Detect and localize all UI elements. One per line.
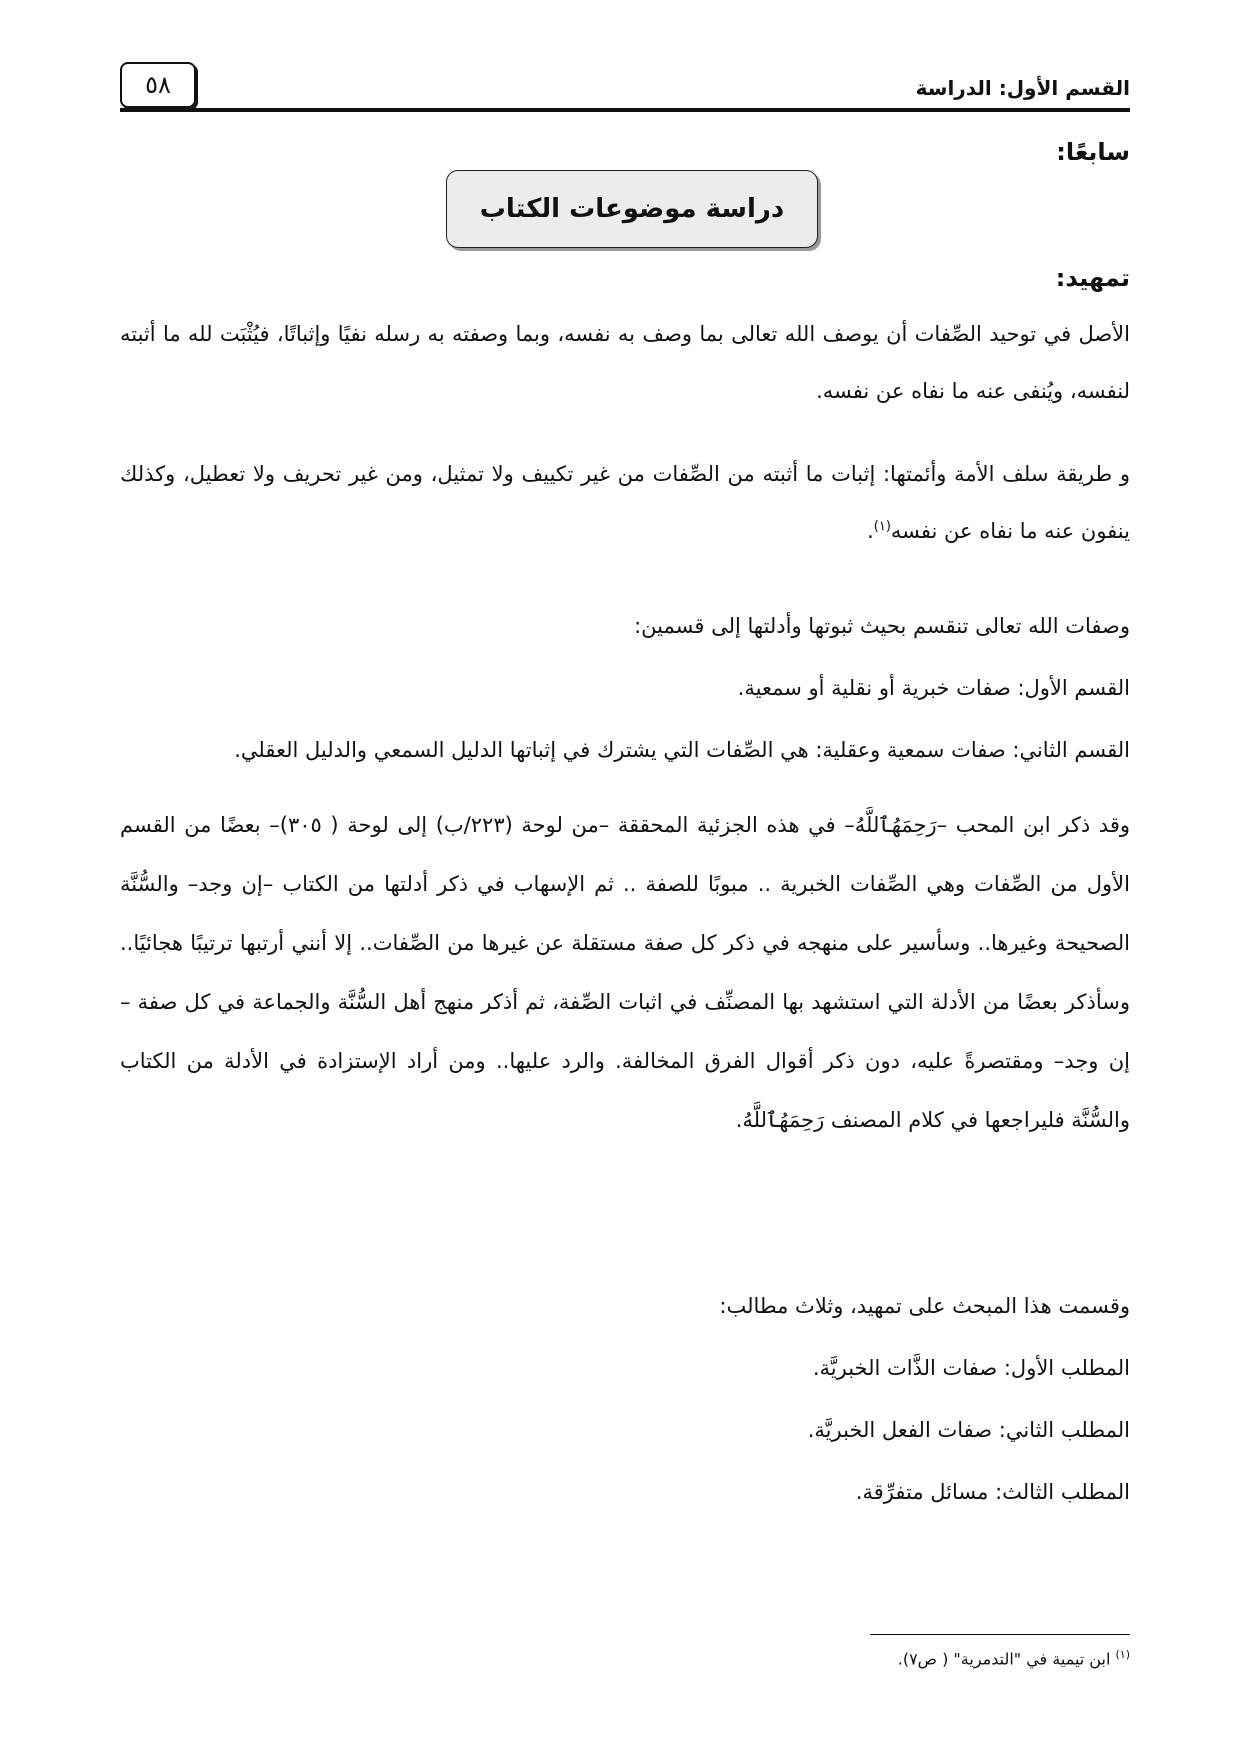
intro-label: تمهيد:: [1055, 264, 1130, 292]
running-header-title: القسم الأول: الدراسة: [915, 76, 1130, 100]
footnote-text: ابن تيمية في "التدمرية" ( ص٧).: [897, 1649, 1111, 1669]
division-item-2: القسم الثاني: صفات سمعية وعقلية: هي الصِّفات التي يشترك في إثباتها الدليل السمعي والدليل العقلي.: [234, 738, 1130, 762]
plan-item-2: المطلب الثاني: صفات الفعل الخبريَّة.: [807, 1418, 1130, 1442]
division-intro: وصفات الله تعالى تنقسم بحيث ثبوتها وأدلتها إلى قسمين:: [634, 614, 1130, 638]
paragraph-2: [120, 446, 1130, 560]
section-title-box: [446, 170, 818, 248]
paragraph-2-text: و طريقة سلف الأمة وأئمتها: إثبات ما أثبته من الصِّفات من غير تكييف ولا تمثيل، ومن غير تحريف ولا تعطيل، وكذلك ينفون عنه ما نفاه عن نفسه: [120, 462, 1130, 543]
plan-item-1: المطلب الأول: صفات الذَّات الخبريَّة.: [812, 1356, 1130, 1380]
section-title: دراسة موضوعات الكتاب: [479, 194, 785, 224]
division-item-1: القسم الأول: صفات خبرية أو نقلية أو سمعية.: [737, 676, 1130, 700]
section-label: سابعًا:: [1056, 138, 1130, 166]
paragraph-3: وقد ذكر ابن المحب –رَحِمَهُٱللَّهُ– في هذه الجزئية المحققة –من لوحة (٢٢٣/ب) إلى لوحة ( ٣٠٥)– بعضًا من القسم الأول من الصِّفات وهي الصِّفات الخبرية .. مبوبًا للصفة .. ثم الإسهاب في ذكر أدلتها من الكتاب –إن وجد– والسُّنَّة الصحيحة وغيرها.. وسأسير على منهجه في ذكر كل صفة مستقلة عن غيرها من الصِّفات.. إلا أنني أرتبها ترتيبًا هجائيًا.. وسأذكر بعضًا من الأدلة التي استشهد بها المصنِّف في اثبات الصِّفة، ثم أذكر منهج أهل السُّنَّة والجماعة في كل صفة –إن وجد– ومقتصرةً عليه، دون ذكر أقوال الفرق المخالفة. والرد عليها.. ومن أراد الإستزادة في الأدلة من الكتاب والسُّنَّة فليراجعها في كلام المصنف رَحِمَهُٱللَّهُ.: [120, 813, 1131, 1132]
plan-intro: وقسمت هذا المبحث على تمهيد، وثلاث مطالب:: [719, 1294, 1130, 1318]
footnote-reference: (١): [873, 519, 891, 534]
footnote: [898, 1648, 1130, 1668]
footnote-divider: [870, 1634, 1130, 1635]
header-divider: [120, 108, 1130, 112]
plan-item-3: المطلب الثالث: مسائل متفرِّقة.: [855, 1480, 1130, 1504]
paragraph-1: الأصل في توحيد الصِّفات أن يوصف الله تعالى بما وصف به نفسه، وبما وصفته به رسله نفيًا وإثباتًا، فيُثْبَت لله ما أثبته لنفسه، ويُنفى عنه ما نفاه عن نفسه.: [120, 322, 1130, 403]
footnote-marker: (١): [1115, 1648, 1130, 1661]
paragraph-2-end: .: [867, 519, 874, 543]
page-number: ٥٨: [120, 62, 196, 108]
